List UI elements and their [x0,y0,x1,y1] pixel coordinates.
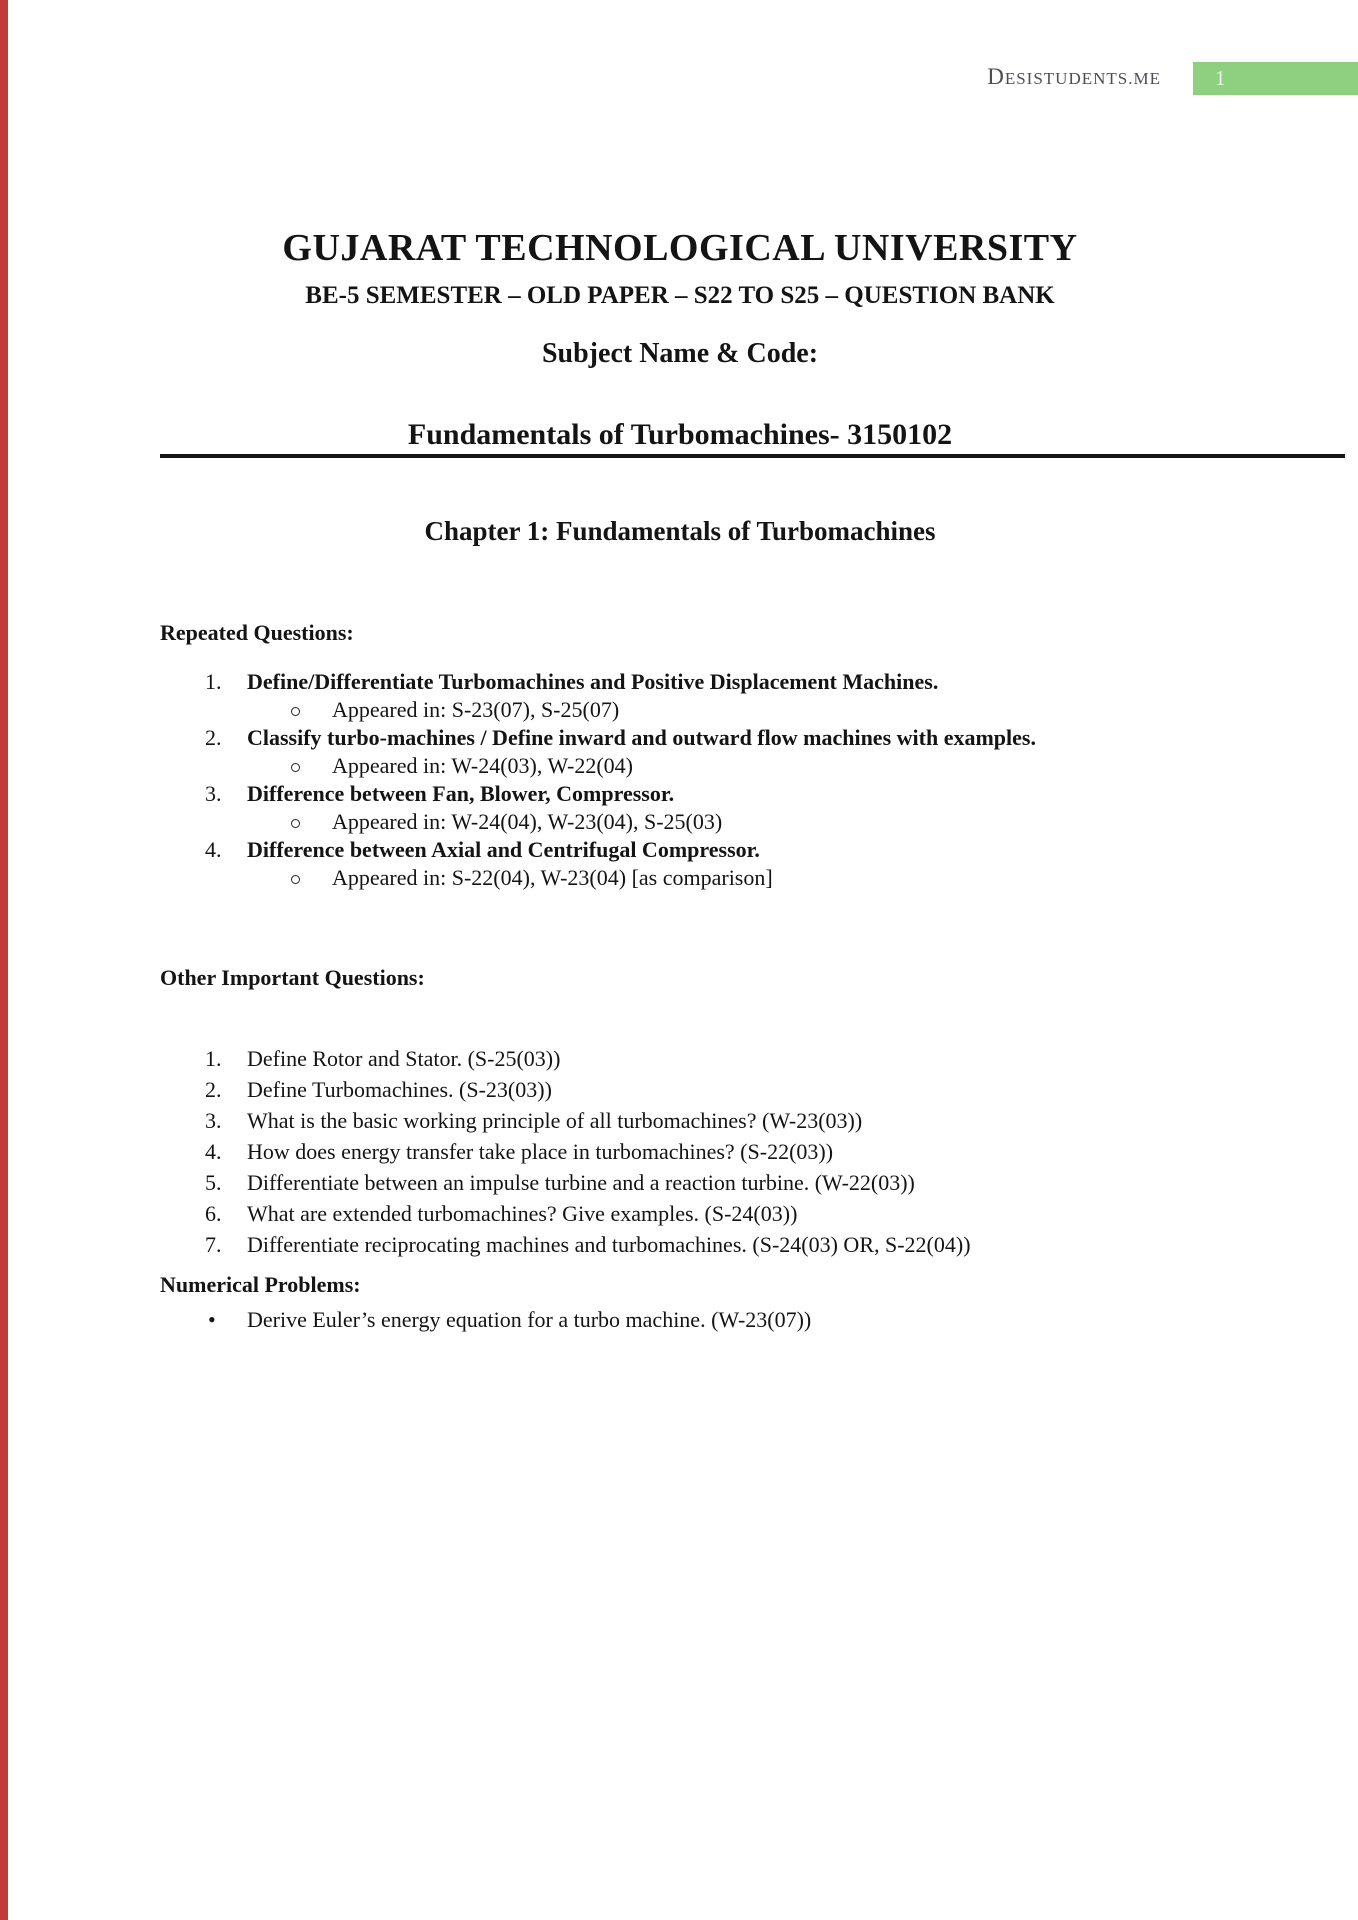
list-number [205,1074,247,1105]
bullet-icon: • [208,1307,216,1332]
other-questions-heading: Other Important Questions: [160,965,425,990]
list-item [205,836,1315,892]
appeared-in-text: Appeared in: S-23(07), S-25(07) [332,697,620,722]
question-text: What is the basic working principle of all turbomachines? (W-23(03)) [247,1108,863,1133]
appeared-in-text: Appeared in: W-24(04), W-23(04), S-25(03) [332,809,723,834]
left-edge-red-stripe [0,0,8,1920]
subject-title: Fundamentals of Turbomachines- 3150102 [407,418,953,451]
list-item [205,1198,1315,1229]
circle-bullet-icon [291,875,300,884]
question-text: Define Rotor and Stator. (S-25(03)) [247,1046,561,1071]
list-number [205,780,247,808]
university-title: GUJARAT TECHNOLOGICAL UNIVERSITY [282,227,1078,269]
list-item [205,1043,1315,1074]
list-item [205,1136,1315,1167]
other-questions-list [205,1043,1315,1260]
horizontal-rule [160,454,1345,458]
page-header [987,58,1358,98]
appeared-in-text: Appeared in: W-24(03), W-22(04) [332,753,633,778]
question-text: Define/Differentiate Turbomachines and Positive Displacement Machines. [247,669,939,694]
chapter-title: Chapter 1: Fundamentals of Turbomachines [424,516,936,546]
circle-bullet-icon [291,707,300,716]
question-text: Define Turbomachines. (S-23(03)) [247,1077,552,1102]
list-number [205,1229,247,1260]
list-number [205,668,247,696]
question-text: How does energy transfer take place in turbomachines? (S-22(03)) [247,1139,834,1164]
question-text: What are extended turbomachines? Give examples. (S-24(03)) [247,1201,798,1226]
circle-bullet-icon [291,819,300,828]
list-item [205,1074,1315,1105]
question-text: Differentiate reciprocating machines and turbomachines. (S-24(03) OR, S-22(04)) [247,1232,971,1257]
numerical-problems-heading: Numerical Problems: [160,1272,361,1297]
list-number [205,724,247,752]
list-item [205,1305,1315,1335]
question-text: Differentiate between an impulse turbine and a reaction turbine. (W-22(03)) [247,1170,915,1195]
list-number [205,1043,247,1074]
list-number [205,836,247,864]
circle-bullet-icon [291,763,300,772]
list-item [205,1167,1315,1198]
repeated-questions-list [205,668,1315,892]
site-name: DESISTUDENTS.ME [987,64,1161,89]
question-text: Difference between Axial and Centrifugal Compressor. [247,837,760,862]
subject-label: Subject Name & Code: [541,338,819,369]
page-number: 1 [1215,65,1226,90]
list-number [205,1167,247,1198]
question-text: Classify turbo-machines / Define inward and outward flow machines with examples. [247,725,1036,750]
list-item [205,1229,1315,1260]
list-item [205,724,1315,780]
question-text: Derive Euler’s energy equation for a turbo machine. (W-23(07)) [247,1307,812,1332]
numerical-problems-list [205,1305,1315,1335]
list-number [205,1198,247,1229]
list-item [205,1105,1315,1136]
question-text: Difference between Fan, Blower, Compressor. [247,781,675,806]
list-item [205,668,1315,724]
paper-banner: BE-5 SEMESTER – OLD PAPER – S22 TO S25 – QUESTION BANK [305,282,1055,309]
list-item [205,780,1315,836]
page-number-badge [1193,62,1358,95]
repeated-questions-heading: Repeated Questions: [160,620,354,645]
list-number [205,1105,247,1136]
appeared-in-text: Appeared in: S-22(04), W-23(04) [as comparison] [332,865,773,890]
list-number [205,1136,247,1167]
